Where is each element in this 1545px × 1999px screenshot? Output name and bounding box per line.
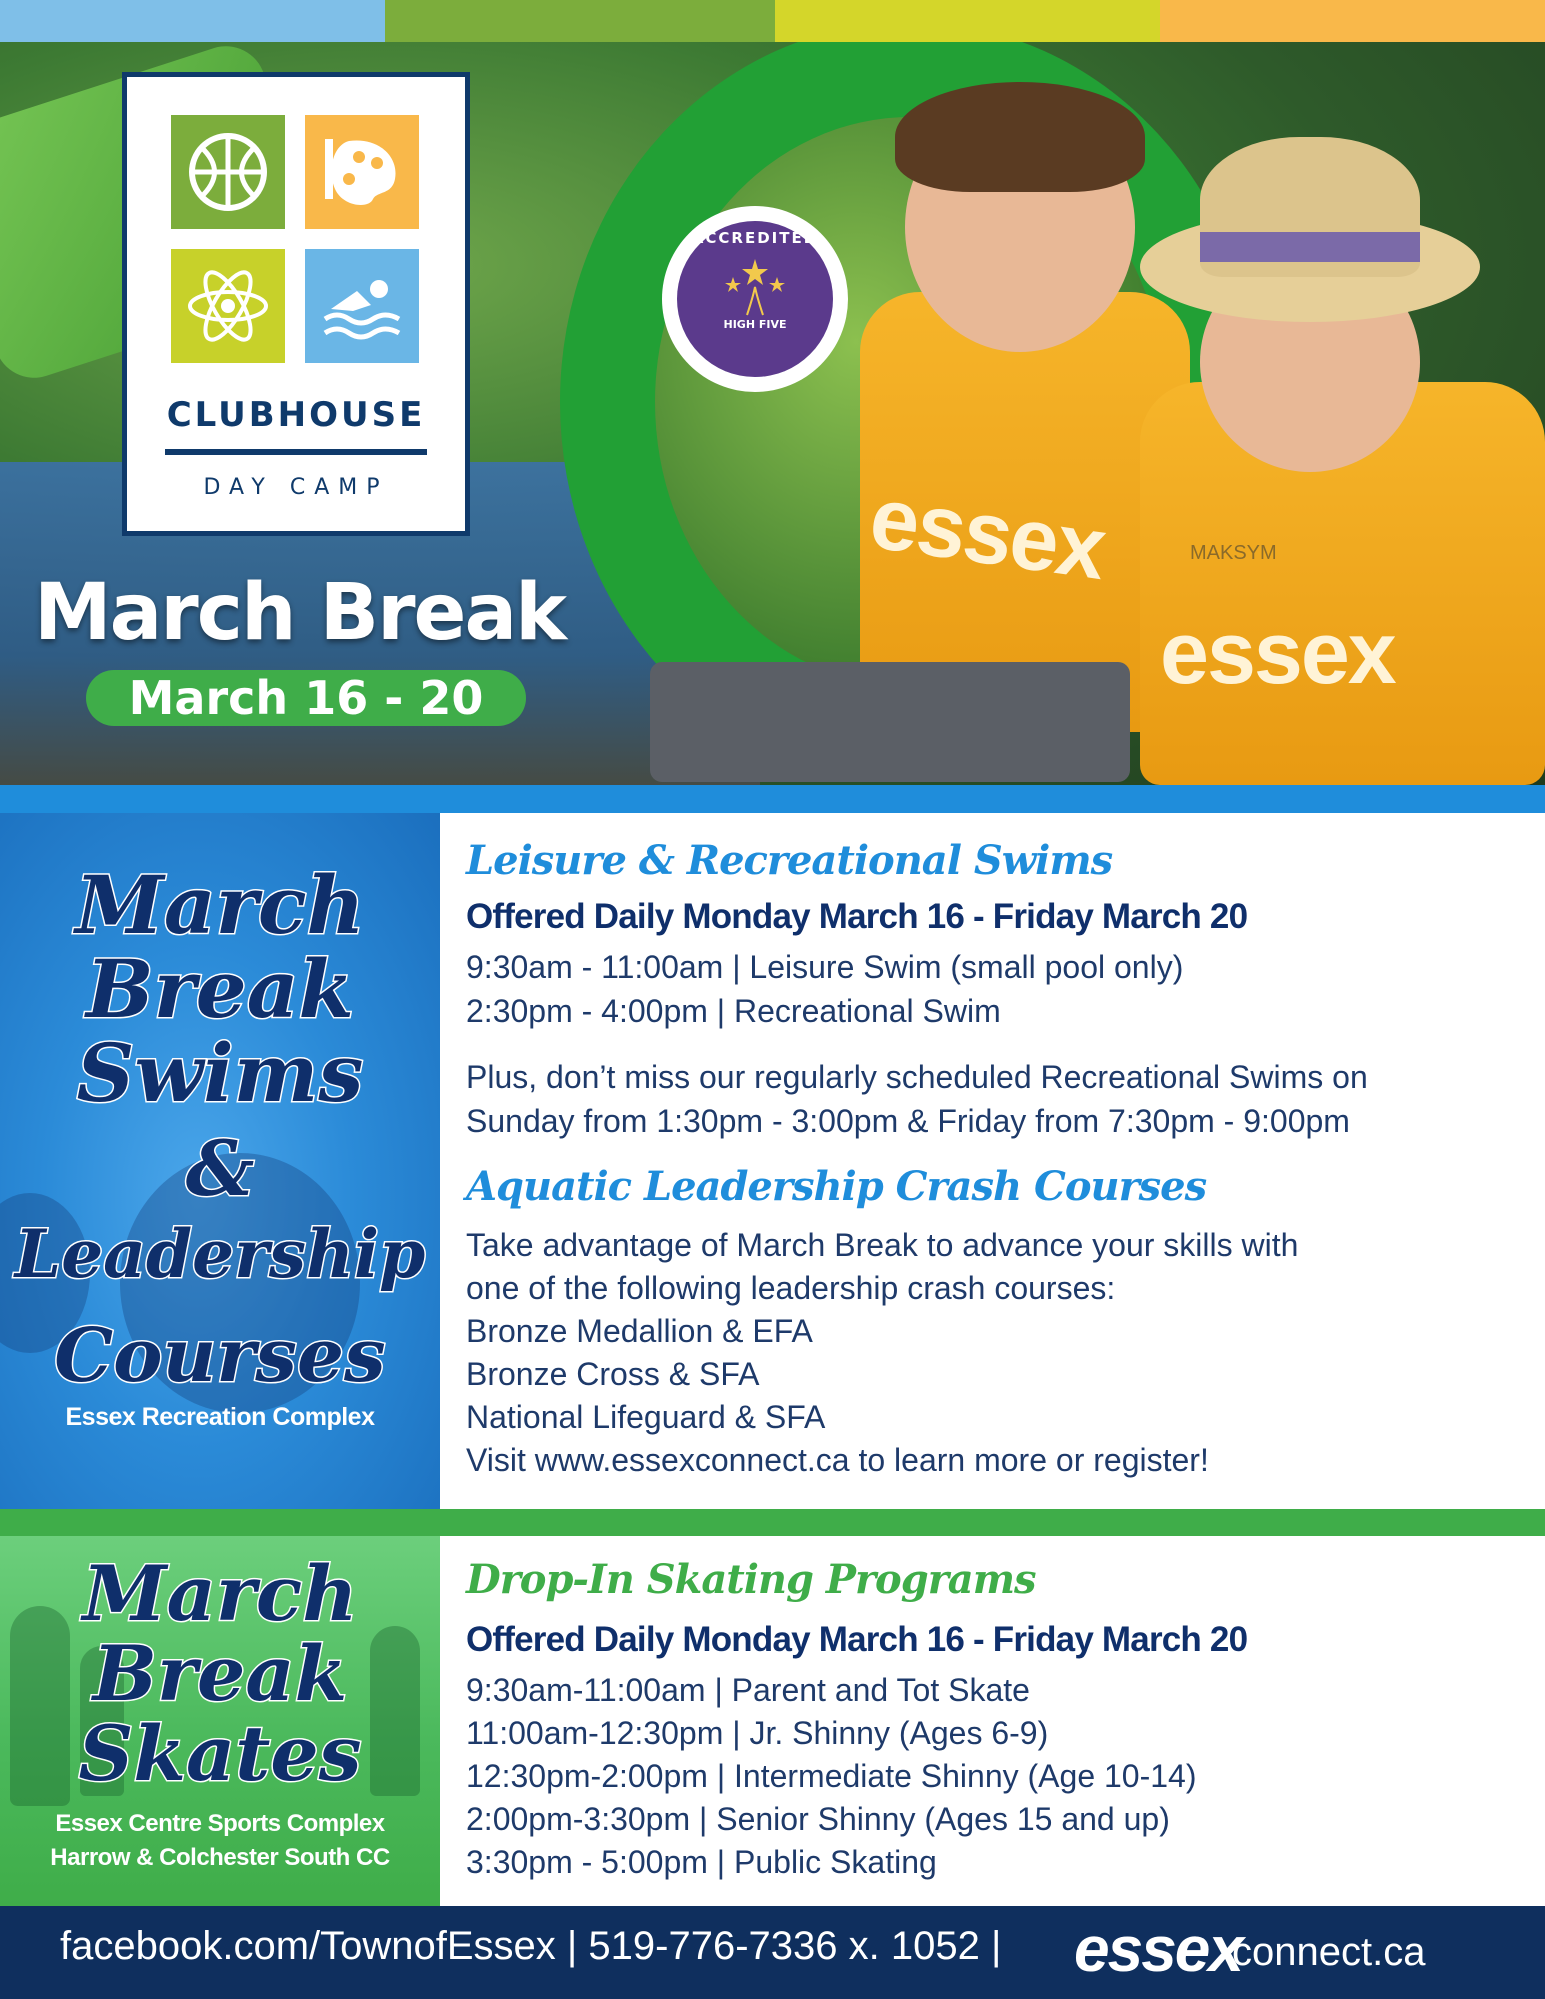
skates-divider-band	[0, 1509, 1545, 1536]
skates-location: Essex Centre Sports Complex	[55, 1810, 385, 1837]
shirt-print-right: essex	[1160, 603, 1395, 702]
atom-icon	[171, 249, 285, 363]
swims-side-panel	[0, 813, 440, 1509]
swims-side-line-3: Swims	[76, 1026, 364, 1120]
clubhouse-logo	[122, 72, 470, 536]
name-tag: MAKSYM	[1190, 542, 1277, 564]
logo-title: CLUBHOUSE	[166, 395, 426, 435]
swims-side-line-5: Leadership	[14, 1215, 426, 1293]
badge-seal	[677, 221, 833, 377]
drop-in-skating-heading: Drop-In Skating Programs	[466, 1556, 1036, 1603]
course-register-line: Visit www.essexconnect.ca to learn more or register!	[466, 1442, 1209, 1478]
swims-side-line-6: Courses	[54, 1313, 386, 1399]
swims-offered-daily: Offered Daily Monday March 16 - Friday March 20	[466, 897, 1248, 936]
footer-connect-suffix: connect.ca	[1232, 1930, 1426, 1974]
essex-logo-wordmark: essex	[1074, 1913, 1242, 1985]
swims-content-panel	[440, 813, 1545, 1509]
top-color-strip	[0, 0, 1545, 42]
swims-location: Essex Recreation Complex	[65, 1403, 375, 1431]
course-line: Bronze Medallion & EFA	[466, 1313, 813, 1349]
badge-accredited-label: ACCREDITED	[691, 229, 819, 247]
skates-side-panel	[0, 1536, 440, 1906]
swims-side-line-1: March	[75, 858, 365, 952]
skates-offered-daily: Offered Daily Monday March 16 - Friday March 20	[466, 1620, 1248, 1659]
swim-schedule-line: 2:30pm - 4:00pm | Recreational Swim	[466, 993, 1001, 1029]
strip-segment-green	[385, 0, 775, 42]
swimmer-icon	[305, 249, 419, 363]
art-palette-icon	[305, 115, 419, 229]
skate-schedule-line: 3:30pm - 5:00pm | Public Skating	[466, 1844, 937, 1880]
skates-content-panel	[440, 1536, 1545, 1906]
course-line: Take advantage of March Break to advance your skills with	[466, 1227, 1299, 1263]
skates-side-line-2: Break	[92, 1629, 348, 1718]
skate-schedule-line: 9:30am-11:00am | Parent and Tot Skate	[466, 1672, 1030, 1708]
swims-plus-line: Plus, don’t miss our regularly scheduled Recreational Swims on	[466, 1059, 1368, 1095]
basketball-icon	[171, 115, 285, 229]
accredited-badge	[662, 206, 848, 392]
hero-dates: March 16 - 20	[86, 670, 526, 726]
skates-side-line-3: Skates	[78, 1709, 362, 1798]
footer-bar	[0, 1906, 1545, 1999]
logo-subtitle: DAY CAMP	[203, 475, 389, 500]
skate-schedule-line: 12:30pm-2:00pm | Intermediate Shinny (Age 10-14)	[466, 1758, 1197, 1794]
footer-contact: facebook.com/TownofEssex | 519-776-7336 x. 1052 |	[60, 1924, 1002, 1968]
boy-left-shorts	[650, 662, 1130, 782]
strip-segment-orange	[1160, 0, 1545, 42]
swims-side-line-2: Break	[86, 942, 354, 1036]
skate-schedule-line: 11:00am-12:30pm | Jr. Shinny (Ages 6-9)	[466, 1715, 1049, 1751]
skate-schedule-line: 2:00pm-3:30pm | Senior Shinny (Ages 15 and up)	[466, 1801, 1170, 1837]
skates-location: Harrow & Colchester South CC	[50, 1844, 390, 1871]
strip-segment-blue	[0, 0, 385, 42]
course-line: one of the following leadership crash courses:	[466, 1270, 1116, 1306]
hero-title: March Break	[34, 568, 565, 658]
hat-band	[1200, 232, 1420, 262]
strip-segment-lime	[775, 0, 1160, 42]
badge-high-five-label: HIGH FIVE	[723, 318, 787, 331]
course-line: National Lifeguard & SFA	[466, 1399, 826, 1435]
logo-divider	[165, 449, 427, 455]
skates-side-line-1: March	[82, 1549, 358, 1638]
boy-left-hair	[895, 82, 1145, 192]
stars-icon	[723, 257, 787, 317]
course-line: Bronze Cross & SFA	[466, 1356, 760, 1392]
aquatic-leadership-heading: Aquatic Leadership Crash Courses	[466, 1163, 1207, 1210]
leisure-swims-heading: Leisure & Recreational Swims	[466, 837, 1113, 884]
swims-plus-line: Sunday from 1:30pm - 3:00pm & Friday from 7:30pm - 9:00pm	[466, 1103, 1350, 1139]
swims-divider-band	[0, 785, 1545, 813]
swim-schedule-line: 9:30am - 11:00am | Leisure Swim (small pool only)	[466, 949, 1184, 985]
swims-side-line-4: &	[185, 1124, 255, 1213]
shirt-print-left: essex	[864, 467, 1111, 598]
